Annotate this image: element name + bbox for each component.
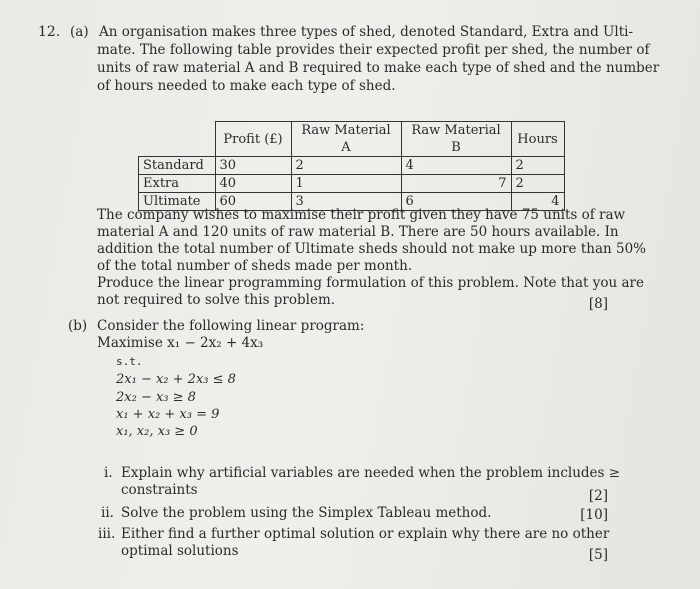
table-header-cell: Raw Material B (401, 122, 511, 157)
subpart-line: optimal solutions (121, 543, 239, 559)
subpart-marks: [10] (580, 507, 608, 523)
table-cell: 1 (291, 175, 401, 193)
intro-line: of hours needed to make each type of shed. (97, 78, 396, 94)
part-a-marks: [8] (588, 296, 608, 312)
table-row (139, 157, 565, 175)
table-row (139, 175, 565, 193)
subpart-marks: [2] (588, 488, 608, 504)
shed-data-table (138, 121, 565, 211)
subpart-line: Either find a further optimal solution or explain why there are no other (121, 526, 610, 542)
table-cell: 60 (215, 193, 291, 211)
table-cell: 4 (511, 193, 564, 211)
constraint: x₁, x₂, x₃ ≥ 0 (116, 424, 198, 439)
body-line: The company wishes to maximise their profit given they have 75 units of raw (97, 207, 626, 223)
subpart-line: Solve the problem using the Simplex Tableau method. (121, 505, 492, 521)
body-line: addition the total number of Ultimate sheds should not make up more than 50% (97, 241, 646, 257)
table-header-cell (139, 122, 216, 157)
intro-line: mate. The following table provides their expected profit per shed, the number of (97, 42, 650, 58)
constraint: x₁ + x₂ + x₃ = 9 (116, 407, 220, 422)
table-cell: Ultimate (139, 193, 216, 211)
table-header-cell: Profit (£) (215, 122, 291, 157)
table-header-cell: Raw Material A (291, 122, 401, 157)
table-cell: 4 (401, 157, 511, 175)
body-line: not required to solve this problem. (97, 292, 336, 308)
table-cell: 2 (511, 175, 564, 193)
table-header-cell: Hours (511, 122, 564, 157)
table-cell: Extra (139, 175, 216, 193)
constraint: 2x₂ − x₃ ≥ 8 (116, 390, 196, 405)
table-cell: 6 (401, 193, 511, 211)
subpart-label: iii. (98, 526, 116, 542)
table-cell: 2 (291, 157, 401, 175)
body-line: Produce the linear programming formulation of this problem. Note that you are (97, 275, 644, 291)
table-cell: 7 (401, 175, 511, 193)
part-a-label: (a) (70, 24, 89, 40)
table-cell: 3 (291, 193, 401, 211)
subpart-label: i. (104, 465, 113, 481)
intro-line: units of raw material A and B required to make each type of shed and the number (97, 60, 660, 76)
body-line: of the total number of sheds made per month. (97, 258, 413, 274)
subpart-marks: [5] (588, 547, 608, 563)
part-b-intro: Consider the following linear program: (97, 318, 365, 334)
constraint: 2x₁ − x₂ + 2x₃ ≤ 8 (116, 372, 236, 387)
subpart-label: ii. (101, 505, 114, 521)
subject-to-label: s.t. (116, 355, 143, 368)
table-header-row (139, 122, 565, 157)
body-line: material A and 120 units of raw material B. There are 50 hours available. In (97, 224, 619, 240)
subpart-line: Explain why artificial variables are needed when the problem includes ≥ (121, 465, 621, 481)
part-b-label: (b) (68, 318, 88, 334)
table-cell: 40 (215, 175, 291, 193)
question-number: 12. (38, 24, 61, 40)
intro-line: An organisation makes three types of shed, denoted Standard, Extra and Ulti- (99, 24, 634, 40)
objective-function: Maximise x₁ − 2x₂ + 4x₃ (97, 335, 264, 351)
table-cell: 30 (215, 157, 291, 175)
table-cell: Standard (139, 157, 216, 175)
subpart-line: constraints (121, 482, 198, 498)
table-cell: 2 (511, 157, 564, 175)
